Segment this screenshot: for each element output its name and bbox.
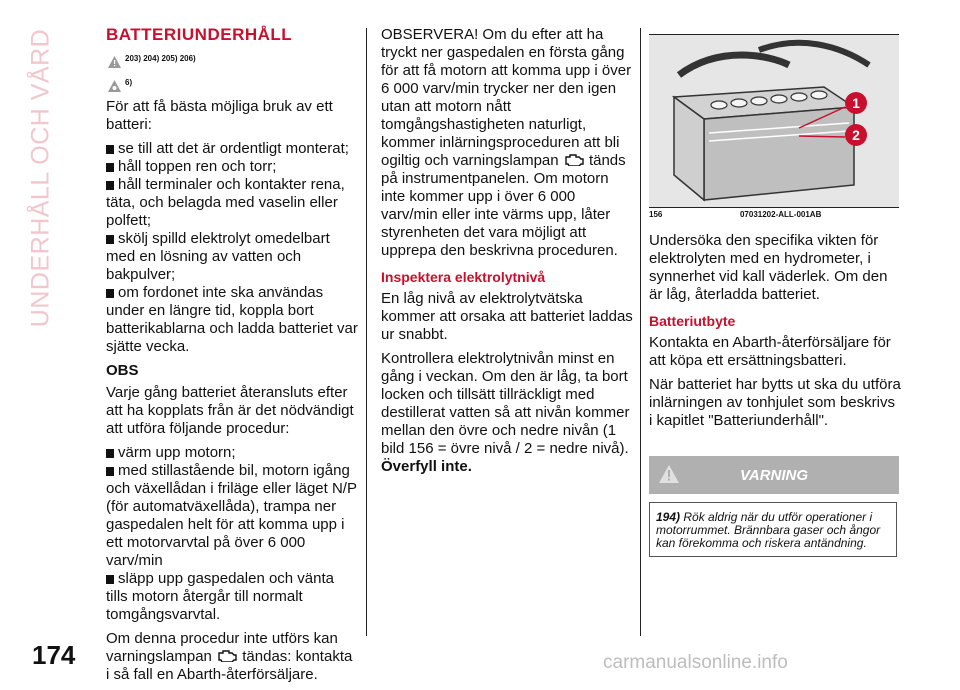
electrolyte-text-2 [381,350,633,476]
battery-illustration [649,35,899,207]
closing-text-a: Om denna procedur inte utförs kan varningslampan [106,630,338,665]
column-1 [106,26,358,690]
list-item: släpp upp gaspedalen och vänta tills motorn återgår till normalt tomgångsvarvtal. [106,570,358,624]
replacement-text-1: Kontakta en Abarth-återförsäljare för att köpa ett ersättningsbatteri. [649,334,891,369]
warning-reference [108,50,358,68]
list-item: skölj spilld elektrolyt omedelbart med en lösning av vatten och bakpulver; [106,230,358,284]
list-item: håll toppen ren och torr; [106,158,358,176]
subheading-electrolyte: Inspektera elektrolytnivå [381,269,546,285]
figure-code: 07031202-ALL-001AB [739,210,822,219]
warning-triangle-icon [108,56,121,68]
closing-text [106,630,358,684]
column-2 [381,26,633,482]
replacement-text-2: När batteriet har bytts ut ska du utföra inlärningen av tonhjulet som beskrivs i kapitlet "Batteriunderhåll". [649,376,901,429]
obs-text: Varje gång batteriet återansluts efter att ha kopplats från är det nödvändigt att utföra följande procedur: [106,384,354,437]
figure-number: 156 [649,210,663,219]
hydrometer-text: Undersöka den specifika vikten för elektrolyten med en hydrometer, i synnerhet vid kall väderlek. Om den är låg, återladda batteriet. [649,232,888,303]
engine-warning-light-icon [216,650,238,662]
obs-label: OBS [106,362,139,379]
electrolyte-text-2-body: Kontrollera elektrolytnivån minst en gång i veckan. Om den är låg, ta bort locken och tillsätt tillräckligt med destillerat vatten så att nivån kommer mellan den övre och nedre nivån (1 bild 156 = övre nivå / 2 = nedre nivå). [381,350,630,457]
list-item: håll terminaler och kontakter rena, täta, och belagda med vaselin eller polfett; [106,176,358,230]
note-ref-number: 6) [125,78,133,87]
callout-1: 1 [852,95,860,111]
warning-body [649,502,897,557]
warning-text: Rök aldrig när du utför operationer i motorrummet. Brännbara gaser och ångor kan förekomma och riskera antändning. [656,510,881,550]
electrolyte-text-1: En låg nivå av elektrolytvätska kommer att orsaka att batteriet laddas ur snabbt. [381,290,633,343]
list-item: med stillastående bil, motorn igång och växellådan i friläge eller läget N/P (för automatväxellåda), trampa ner gaspedalen helt för att komma upp i ett motorvarvtal på över 6 000 varv/min [106,462,357,569]
section-heading: BATTERIUNDERHÅLL [106,25,293,44]
warning-title: VARNING [739,466,809,484]
engine-warning-light-icon [563,154,585,166]
procedure-list [106,444,358,624]
observe-text-b: tänds på instrumentpanelen. Om motorn inte kommer upp i över 6 000 varv/min eller inte värms upp, låter styrenheten det vara möjligt att upprepa den beskrivna proceduren. [381,152,626,259]
warning-header [649,456,899,494]
battery-figure [649,34,899,207]
note-triangle-icon [108,80,121,92]
warning-ref-numbers: 203) 204) 205) 206) [125,54,196,63]
figure-rule [649,207,899,208]
overfill-warning: Överfyll inte. [381,458,472,475]
maintenance-list [106,140,358,356]
column-divider [366,28,367,636]
side-section-title-text: UNDERHÅLL OCH VÅRD [26,28,55,328]
column-divider [640,28,641,636]
figure-caption [649,210,899,219]
list-item: värm upp motorn; [106,444,358,462]
callout-2: 2 [852,127,860,143]
side-section-title [6,28,76,328]
page-number: 174 [32,640,76,670]
column-3 [649,232,901,436]
intro-text: För att få bästa möjliga bruk av ett batteri: [106,98,333,133]
observe-text-a: OBSERVERA! Om du efter att ha tryckt ner gaspedalen en första gång för att få motorn att komma upp i över 6 000 varv/min trycker ner den igen utan att motorn nått tomgångshastigheten naturligt, kommer inlärningsproceduren att bli ogiltig och varningslampan [381,26,632,169]
warning-ref: 194) [656,510,681,524]
note-reference [108,74,358,92]
list-item: om fordonet inte ska användas under en längre tid, koppla bort batterikablarna och ladda batteriet var sjätte vecka. [106,284,358,355]
observe-text [381,26,633,260]
warning-triangle-icon [659,465,679,483]
subheading-replacement: Batteriutbyte [649,313,736,329]
list-item: se till att det är ordentligt monterat; [106,140,358,158]
closing-text-b: tändas: kontakta i så fall en Abarth-återförsäljare. [106,648,353,683]
watermark: carmanualsonline.info [603,652,788,673]
